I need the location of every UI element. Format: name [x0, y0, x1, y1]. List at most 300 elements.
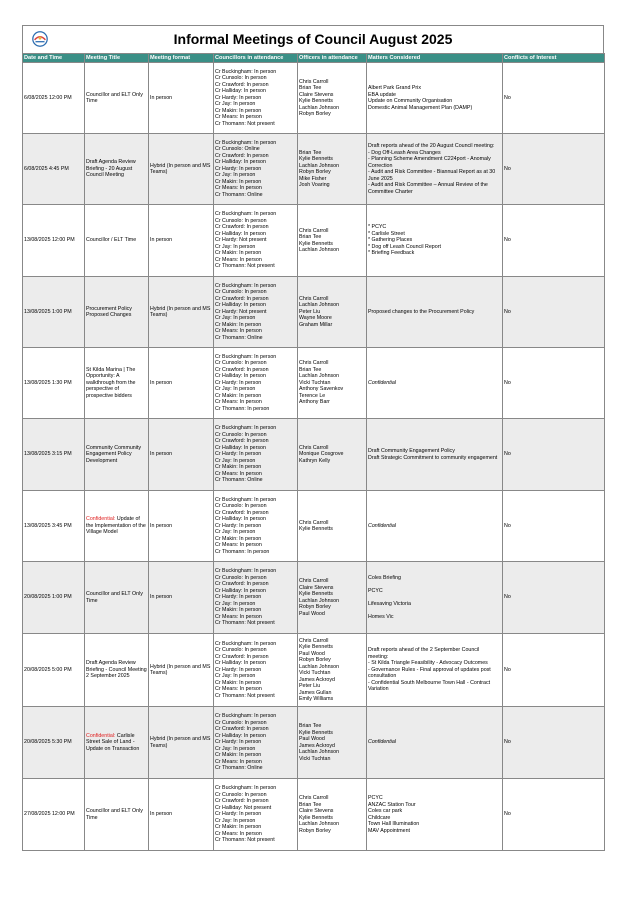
councillor-entry: Cr Thomann: In person: [215, 548, 270, 555]
councillor-entry: Cr Hardy: In person: [215, 666, 262, 673]
councillor-entry: Cr Makin: In person: [215, 607, 262, 614]
councillor-entry: Cr Makin: In person: [215, 824, 262, 831]
councillor-entry: Cr Crawford: In person: [215, 581, 269, 588]
cell-conflicts: No: [503, 491, 605, 562]
councillor-entry: Cr Hardy: Not present: [215, 237, 267, 244]
meeting-title-text: Draft Agenda Review Briefing - Council Meeting 2 September 2025: [86, 660, 147, 680]
councillor-entry: Cr Hardy: In person: [215, 94, 262, 101]
officer-entry: Vicki Tuchtan: [299, 670, 331, 676]
cell-councillors: [214, 779, 298, 851]
matter-entry: PCYC: [368, 587, 383, 594]
meeting-title-text: St Kilda Marina | The Opportunity: A walkthrough from the perspective of prospective bidders: [86, 366, 136, 399]
cell-meeting-title: [85, 63, 149, 134]
matter-entry: Lifesaving Victoria: [368, 600, 411, 607]
matter-entry: EBA update: [368, 91, 396, 98]
table-row: [23, 562, 605, 634]
officer-entry: Paul Wood: [299, 650, 325, 657]
cell-format: Hybrid (In person and MS Teams): [149, 277, 214, 348]
meetings-table: [22, 53, 605, 851]
cell-officers: [298, 419, 367, 491]
officer-entry: Brian Tee: [299, 801, 322, 808]
matter-entry: Draft Community Engagement Policy: [368, 448, 455, 454]
meeting-title-text: Councillor and ELT Only Time: [86, 808, 143, 821]
cell-format: Hybrid (In person and MS Teams): [149, 134, 214, 205]
councillor-entry: Cr Mears: In person: [215, 686, 262, 693]
councillor-entry: Cr Thomann: In person: [215, 405, 270, 412]
cell-format: In person: [149, 419, 214, 491]
councillor-entry: Cr Halliday: In person: [215, 660, 266, 667]
councillor-entry: Cr Buckingham: In person: [215, 282, 277, 289]
councillor-entry: Cr Hardy: In person: [215, 594, 262, 601]
councillor-entry: Cr Makin: In person: [215, 679, 262, 686]
col-header-format: Meeting format: [149, 54, 214, 63]
officer-entry: Graham Millar: [299, 321, 333, 328]
matter-entry: MAV Appointment: [368, 827, 411, 834]
cell-officers: [298, 63, 367, 134]
councillor-entry: Cr Buckingham: In person: [215, 353, 277, 360]
officer-entry: Josh Voaring: [299, 182, 330, 188]
councillor-entry: Cr Cunsolo: Online: [215, 146, 260, 153]
matter-entry: Draft reports ahead of the 2 September Council meeting:: [368, 647, 480, 660]
officer-entry: Chris Carroll: [299, 295, 329, 302]
councillor-entry: Cr Mears: In person: [215, 256, 262, 263]
councillor-entry: Cr Thomann: Online: [215, 334, 263, 341]
councillor-entry: Cr Cunsolo: In person: [215, 289, 267, 296]
cell-councillors: [214, 634, 298, 707]
cell-meeting-title: [85, 707, 149, 779]
officer-entry: Lachlan Johnson: [299, 749, 340, 755]
councillor-entry: Cr Jay: In person: [215, 673, 256, 680]
councillor-entry: Cr Mears: In person: [215, 542, 262, 549]
officer-entry: Kathryn Kelly: [299, 457, 331, 464]
councillor-entry: Cr Jay: In person: [215, 529, 256, 536]
officer-entry: Chris Carroll: [299, 519, 329, 526]
matter-entry: Update on Community Organisation: [368, 98, 453, 104]
officer-entry: Brian Tee: [299, 723, 322, 729]
cell-conflicts: No: [503, 707, 605, 779]
councillor-entry: Cr Cunsolo: In person: [215, 217, 267, 224]
table-row: [23, 491, 605, 562]
councillor-entry: Cr Buckingham: In person: [215, 68, 277, 75]
councillor-entry: Cr Buckingham: In person: [215, 211, 277, 218]
councillor-entry: Cr Crawford: In person: [215, 726, 269, 733]
officer-entry: Monique Cosgrove: [299, 451, 344, 458]
officer-entry: Chris Carroll: [299, 637, 329, 644]
cell-matters: [367, 562, 503, 634]
officer-entry: Anthony Barr: [299, 399, 330, 406]
officer-entry: Brian Tee: [299, 85, 322, 91]
matter-entry: - Confidential South Melbourne Town Hall - Contract Variation: [368, 679, 491, 693]
cell-councillors: [214, 562, 298, 634]
table-row: [23, 634, 605, 707]
officer-entry: Terence Le: [299, 392, 326, 399]
table-row: [23, 707, 605, 779]
cell-date: 27/08/2025 12:00 PM: [23, 779, 85, 851]
councillor-entry: Cr Hardy: In person: [215, 451, 262, 458]
councillor-entry: Cr Jay: In person: [215, 172, 256, 179]
councillor-entry: Cr Mears: In person: [215, 758, 262, 765]
officer-entry: Kylie Bennetts: [299, 156, 333, 162]
councillor-entry: Cr Makin: In person: [215, 392, 262, 399]
councillor-entry: Cr Halliday: In person: [215, 373, 266, 380]
councillor-entry: Cr Mears: In person: [215, 185, 262, 192]
meeting-title-text: Carlisle Street Sale of Land - Update on Transaction: [86, 732, 140, 752]
cell-format: In person: [149, 205, 214, 277]
cell-format: Hybrid (In person and MS Teams): [149, 634, 214, 707]
meeting-title-text: Community Community Engagement Policy Development: [86, 444, 142, 464]
councillor-entry: Cr Halliday: Not present: [215, 804, 272, 811]
councillor-entry: Cr Hardy: In person: [215, 165, 262, 172]
cell-date: 13/08/2025 1:30 PM: [23, 348, 85, 419]
councillor-entry: Cr Buckingham: In person: [215, 425, 277, 432]
councillor-entry: Cr Thomann: Not present: [215, 120, 275, 127]
matter-entry: * Briefing Feedback: [368, 250, 415, 257]
cell-conflicts: No: [503, 562, 605, 634]
councillor-entry: Cr Thomann: Not present: [215, 837, 275, 844]
matter-entry: Confidential: [368, 739, 396, 746]
councillor-entry: Cr Halliday: In person: [215, 230, 266, 237]
officer-entry: Paul Wood: [299, 736, 325, 742]
officer-entry: Wayne Moore: [299, 315, 332, 322]
cell-matters: [367, 779, 503, 851]
cell-meeting-title: [85, 779, 149, 851]
meeting-title-text: Update of the Implementation of the Village Model: [86, 516, 146, 536]
cell-format: Hybrid (In person and MS Teams): [149, 707, 214, 779]
officer-entry: Kylie Bennetts: [299, 814, 333, 821]
councillor-entry: Cr Mears: In person: [215, 399, 262, 406]
councillor-entry: Cr Cunsolo: In person: [215, 719, 267, 726]
matter-entry: Childcare: [368, 814, 391, 821]
matter-entry: * PCYC: [368, 224, 387, 231]
officer-entry: Vicki Tuchtan: [299, 755, 331, 762]
cell-matters: [367, 491, 503, 562]
councillor-entry: Cr Crawford: In person: [215, 224, 269, 231]
cell-date: 13/08/2025 3:15 PM: [23, 419, 85, 491]
confidential-label: Confidential:: [86, 732, 117, 739]
table-row: [23, 277, 605, 348]
councillor-entry: Cr Crawford: In person: [215, 295, 269, 302]
councillor-entry: Cr Jay: In person: [215, 386, 256, 393]
meeting-title-text: Procurement Policy Proposed Changes: [86, 305, 132, 318]
councillor-entry: Cr Makin: In person: [215, 250, 262, 257]
council-logo-icon: [31, 30, 49, 48]
councillor-entry: Cr Buckingham: In person: [215, 713, 277, 720]
cell-meeting-title: [85, 491, 149, 562]
table-row: [23, 779, 605, 851]
councillor-entry: Cr Makin: In person: [215, 535, 262, 542]
councillor-entry: Cr Crawford: In person: [215, 81, 269, 88]
councillor-entry: Cr Makin: In person: [215, 321, 262, 328]
councillor-entry: Cr Halliday: In person: [215, 516, 266, 523]
cell-councillors: [214, 134, 298, 205]
cell-conflicts: No: [503, 634, 605, 707]
cell-matters: [367, 63, 503, 134]
officer-entry: Paul Wood: [299, 610, 325, 617]
officer-entry: Anthony Savenkov: [299, 386, 344, 393]
cell-conflicts: No: [503, 419, 605, 491]
officer-entry: Lachlan Johnson: [299, 104, 340, 111]
cell-date: 13/08/2025 3:45 PM: [23, 491, 85, 562]
officer-entry: Chris Carroll: [299, 78, 329, 85]
officer-entry: Claire Stevens: [299, 808, 334, 814]
councillor-entry: Cr Jay: In person: [215, 315, 256, 322]
councillor-entry: Cr Makin: In person: [215, 752, 262, 759]
councillor-entry: Cr Halliday: In person: [215, 159, 266, 166]
councillor-entry: Cr Hardy: In person: [215, 811, 262, 818]
matter-entry: Albert Park Grand Prix: [368, 85, 421, 91]
officer-entry: Kylie Bennetts: [299, 591, 333, 597]
officer-entry: Lachlan Johnson: [299, 821, 340, 827]
cell-councillors: [214, 63, 298, 134]
cell-meeting-title: [85, 205, 149, 277]
officer-entry: Robyn Borley: [299, 111, 331, 117]
matter-entry: Coles car park: [368, 808, 403, 814]
officer-entry: Vicki Tuchtan: [299, 379, 331, 386]
cell-matters: [367, 634, 503, 707]
cell-format: In person: [149, 562, 214, 634]
matter-entry: Town Hall Illumination: [368, 821, 420, 827]
page-title: Informal Meetings of Council August 2025: [173, 31, 453, 47]
officer-entry: Lachlan Johnson: [299, 597, 340, 604]
councillor-entry: Cr Halliday: In person: [215, 732, 266, 739]
cell-councillors: [214, 419, 298, 491]
officer-entry: Lachlan Johnson: [299, 247, 340, 253]
cell-officers: [298, 134, 367, 205]
councillor-entry: Cr Hardy: In person: [215, 739, 262, 746]
officer-entry: Brian Tee: [299, 149, 322, 156]
officer-entry: Robyn Borley: [299, 657, 331, 663]
matter-entry: ANZAC Station Tour: [368, 801, 416, 808]
matter-entry: Draft reports ahead of the 20 August Council meeting:: [368, 143, 495, 149]
officer-entry: Lachlan Johnson: [299, 663, 340, 670]
officer-entry: Kylie Bennetts: [299, 729, 333, 736]
cell-matters: [367, 419, 503, 491]
cell-meeting-title: [85, 562, 149, 634]
cell-conflicts: No: [503, 205, 605, 277]
officer-entry: Brian Tee: [299, 234, 322, 240]
meeting-title-text: Councillor and ELT Only Time: [86, 591, 143, 604]
table-row: [23, 205, 605, 277]
cell-date: 20/08/2025 5:00 PM: [23, 634, 85, 707]
councillor-entry: Cr Crawford: In person: [215, 509, 269, 516]
councillor-entry: Cr Crawford: In person: [215, 152, 269, 159]
councillor-entry: Cr Buckingham: In person: [215, 785, 277, 792]
councillor-entry: Cr Makin: In person: [215, 178, 262, 185]
councillor-entry: Cr Halliday: In person: [215, 587, 266, 594]
officer-entry: James Gullan: [299, 689, 332, 696]
officer-entry: Chris Carroll: [299, 578, 329, 584]
cell-meeting-title: [85, 634, 149, 707]
officer-entry: Robyn Borley: [299, 827, 331, 834]
officer-entry: Kylie Bennetts: [299, 526, 333, 532]
officer-entry: Brian Tee: [299, 366, 322, 373]
table-body: [23, 63, 605, 851]
councillor-entry: Cr Jay: In person: [215, 101, 256, 108]
councillor-entry: Cr Buckingham: In person: [215, 640, 277, 647]
cell-date: 6/08/2025 12:00 PM: [23, 63, 85, 134]
councillor-entry: Cr Buckingham: In person: [215, 568, 277, 575]
cell-officers: [298, 277, 367, 348]
councillor-entry: Cr Cunsolo: In person: [215, 431, 267, 438]
councillor-entry: Cr Cunsolo: In person: [215, 647, 267, 654]
officer-entry: James Ackroyd: [299, 676, 335, 683]
matter-entry: Draft Strategic Commitment to community engagement: [368, 454, 498, 461]
councillor-entry: Cr Halliday: In person: [215, 444, 266, 451]
col-header-conflicts: Conflicts of Interest: [503, 54, 605, 63]
cell-councillors: [214, 707, 298, 779]
matter-entry: Proposed changes to the Procurement Policy: [368, 308, 475, 315]
meeting-title-text: Councillor / ELT Time: [86, 237, 137, 244]
officer-entry: Robyn Borley: [299, 604, 331, 610]
matter-entry: - Governance Rules - Final approval of updates post consultation: [368, 666, 491, 680]
councillor-entry: Cr Thomann: Not present: [215, 692, 275, 699]
meeting-title-text: Draft Agenda Review Briefing - 20 August Council Meeting: [86, 159, 136, 179]
document-sheet: [22, 25, 604, 851]
cell-matters: [367, 134, 503, 205]
cell-conflicts: No: [503, 134, 605, 205]
matter-entry: - Audit and Risk Committee - Biannual Report as at 30 June 2025: [368, 169, 496, 182]
table-row: [23, 419, 605, 491]
col-header-councillors: Councillors in attendance: [214, 54, 298, 63]
councillor-entry: Cr Thomann: Online: [215, 477, 263, 484]
cell-councillors: [214, 277, 298, 348]
councillor-entry: Cr Mears: In person: [215, 114, 262, 121]
cell-meeting-title: [85, 134, 149, 205]
cell-officers: [298, 205, 367, 277]
table-row: [23, 348, 605, 419]
cell-date: 20/08/2025 5:30 PM: [23, 707, 85, 779]
matter-entry: - Audit and Risk Committee – Annual Review of the Committee Charter: [368, 182, 488, 195]
title-bar: [22, 25, 604, 53]
cell-officers: [298, 348, 367, 419]
councillor-entry: Cr Jay: In person: [215, 817, 256, 824]
cell-format: In person: [149, 63, 214, 134]
cell-date: 20/08/2025 1:00 PM: [23, 562, 85, 634]
officer-entry: Lachlan Johnson: [299, 373, 340, 380]
councillor-entry: Cr Crawford: In person: [215, 366, 269, 373]
cell-officers: [298, 779, 367, 851]
councillor-entry: Cr Buckingham: In person: [215, 139, 277, 146]
officer-entry: Lachlan Johnson: [299, 302, 340, 309]
councillor-entry: Cr Cunsolo: In person: [215, 574, 267, 581]
cell-conflicts: No: [503, 277, 605, 348]
matter-entry: Homes Vic: [368, 613, 394, 620]
officer-entry: Chris Carroll: [299, 795, 329, 801]
councillor-entry: Cr Jay: In person: [215, 457, 256, 464]
cell-meeting-title: [85, 277, 149, 348]
officer-entry: Robyn Borley: [299, 169, 331, 175]
matter-entry: * Dog off Leash Council Report: [368, 243, 441, 250]
councillor-entry: Cr Thomann: Online: [215, 191, 263, 198]
cell-conflicts: No: [503, 779, 605, 851]
councillor-entry: Cr Mears: In person: [215, 830, 262, 837]
councillor-entry: Cr Hardy: Not present: [215, 308, 267, 315]
councillor-entry: Cr Crawford: In person: [215, 438, 269, 445]
cell-meeting-title: [85, 419, 149, 491]
col-header-date: Date and Time: [23, 54, 85, 63]
cell-conflicts: No: [503, 63, 605, 134]
cell-officers: [298, 491, 367, 562]
officer-entry: Kylie Bennetts: [299, 98, 333, 104]
matter-entry: * Carlisle Street: [368, 230, 405, 237]
cell-date: 6/08/2025 4:45 PM: [23, 134, 85, 205]
councillor-entry: Cr Jay: In person: [215, 600, 256, 607]
table-row: [23, 63, 605, 134]
matter-entry: PCYC: [368, 795, 383, 801]
councillor-entry: Cr Mears: In person: [215, 470, 262, 477]
councillor-entry: Cr Makin: In person: [215, 107, 262, 114]
officer-entry: Chris Carroll: [299, 360, 329, 367]
cell-officers: [298, 707, 367, 779]
councillor-entry: Cr Cunsolo: In person: [215, 791, 267, 798]
officer-entry: Peter Liu: [299, 683, 321, 689]
matter-entry: Domestic Animal Management Plan (DAMP): [368, 104, 473, 111]
cell-format: In person: [149, 779, 214, 851]
cell-date: 13/08/2025 1:00 PM: [23, 277, 85, 348]
cell-conflicts: No: [503, 348, 605, 419]
councillor-entry: Cr Halliday: In person: [215, 302, 266, 309]
matter-entry: - St Kilda Triangle Feasibility - Advocacy Outcomes: [368, 660, 488, 667]
councillor-entry: Cr Thomann: Online: [215, 765, 263, 772]
councillor-entry: Cr Hardy: In person: [215, 522, 262, 529]
councillor-entry: Cr Hardy: In person: [215, 379, 262, 386]
cell-councillors: [214, 205, 298, 277]
confidential-label: Confidential:: [86, 516, 117, 523]
councillor-entry: Cr Cunsolo: In person: [215, 75, 267, 82]
matter-entry: Confidential: [368, 379, 396, 386]
matter-entry: Coles Briefing: [368, 574, 401, 581]
cell-matters: [367, 205, 503, 277]
councillor-entry: Cr Crawford: In person: [215, 653, 269, 660]
councillor-entry: Cr Jay: In person: [215, 243, 256, 250]
officer-entry: James Ackroyd: [299, 742, 335, 749]
councillor-entry: Cr Crawford: In person: [215, 798, 269, 805]
councillor-entry: Cr Makin: In person: [215, 464, 262, 471]
officer-entry: Peter Liu: [299, 308, 321, 315]
matter-entry: * Gathering Places: [368, 237, 413, 244]
cell-format: In person: [149, 348, 214, 419]
councillor-entry: Cr Buckingham: In person: [215, 496, 277, 503]
cell-date: 13/08/2025 12:00 PM: [23, 205, 85, 277]
councillor-entry: Cr Thomann: Not present: [215, 263, 275, 270]
col-header-officers: Officers in attendance: [298, 54, 367, 63]
cell-officers: [298, 634, 367, 707]
councillor-entry: Cr Jay: In person: [215, 745, 256, 752]
matter-entry: - Dog Off-Leash Area Changes: [368, 149, 441, 156]
table-row: [23, 134, 605, 205]
officer-entry: Claire Stevens: [299, 91, 334, 98]
col-header-matters: Matters Considered: [367, 54, 503, 63]
col-header-title: Meeting Title: [85, 54, 149, 63]
cell-matters: [367, 707, 503, 779]
officer-entry: Lachlan Johnson: [299, 162, 340, 169]
officer-entry: Chris Carroll: [299, 227, 329, 234]
councillor-entry: Cr Mears: In person: [215, 613, 262, 620]
meeting-title-text: Councillor and ELT Only Time: [86, 91, 143, 104]
matter-entry: Confidential: [368, 522, 396, 529]
cell-officers: [298, 562, 367, 634]
councillor-entry: Cr Mears: In person: [215, 328, 262, 335]
councillor-entry: Cr Cunsolo: In person: [215, 360, 267, 367]
cell-format: In person: [149, 491, 214, 562]
officer-entry: Claire Stevens: [299, 584, 334, 591]
officer-entry: Emily Williams: [299, 696, 334, 702]
councillor-entry: Cr Halliday: In person: [215, 88, 266, 95]
officer-entry: Kylie Bennetts: [299, 240, 333, 247]
councillor-entry: Cr Cunsolo: In person: [215, 503, 267, 510]
officer-entry: Kylie Bennetts: [299, 644, 333, 650]
cell-councillors: [214, 491, 298, 562]
